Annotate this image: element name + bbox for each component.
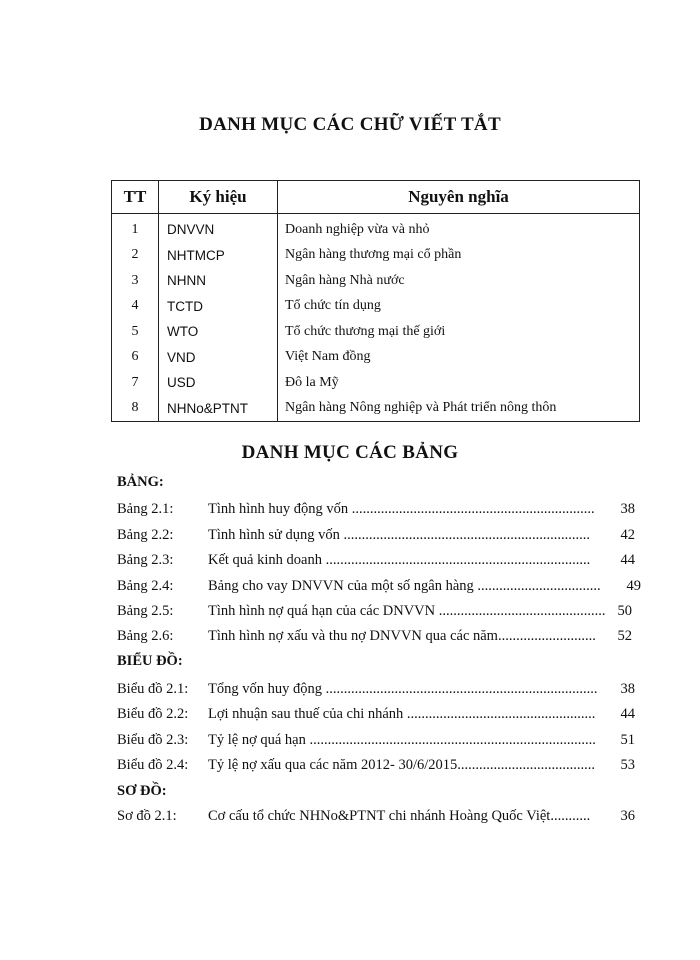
row-meaning: Ngân hàng thương mại cổ phần — [278, 243, 640, 269]
toc-entry-text: Tình hình huy động vốn ................................................................... — [208, 501, 595, 517]
toc-entry-page: 52 — [617, 628, 632, 644]
row-tt: 1 — [112, 214, 159, 243]
row-tt: 8 — [112, 396, 159, 422]
toc-entry-page: 50 — [617, 603, 632, 619]
toc-entry[interactable] — [117, 757, 637, 779]
row-tt: 7 — [112, 370, 159, 396]
toc-entry-label: Bảng 2.3: — [117, 552, 174, 568]
toc-entry[interactable] — [117, 628, 637, 650]
toc-entry[interactable] — [117, 501, 637, 523]
toc-entry-label: Bảng 2.2: — [117, 527, 174, 543]
table-row — [112, 396, 640, 422]
toc-entry[interactable] — [117, 578, 641, 600]
toc-entry-text: Tình hình nợ xấu và thu nợ DNVVN qua các năm........................... — [208, 628, 596, 644]
toc-entry-page: 38 — [620, 681, 635, 697]
row-code: WTO — [159, 319, 278, 345]
toc-entry[interactable] — [117, 603, 637, 625]
toc-entry[interactable] — [117, 808, 637, 830]
row-meaning: Doanh nghiệp vừa và nhỏ — [278, 214, 640, 243]
toc-entry-page: 51 — [620, 732, 635, 748]
group-label-tables: BẢNG: — [117, 474, 164, 490]
table-row — [112, 268, 640, 294]
toc-entry-label: Bảng 2.1: — [117, 501, 174, 517]
row-tt: 2 — [112, 243, 159, 269]
toc-entry-text: Tổng vốn huy động ........................................................................... — [208, 681, 598, 697]
toc-entry-label: Biểu đồ 2.4: — [117, 757, 189, 773]
toc-entry-page: 44 — [620, 706, 635, 722]
toc-entry-label: Biểu đồ 2.3: — [117, 732, 189, 748]
table-header-row — [112, 181, 640, 214]
toc-entry-text: Bảng cho vay DNVVN của một số ngân hàng .................................. — [208, 578, 601, 594]
table-row — [112, 370, 640, 396]
toc-entry[interactable] — [117, 552, 637, 574]
header-code: Ký hiệu — [159, 181, 278, 214]
header-tt: TT — [112, 181, 159, 214]
row-code: USD — [159, 370, 278, 396]
row-code: NHTMCP — [159, 243, 278, 269]
toc-entry-label: Bảng 2.5: — [117, 603, 174, 619]
toc-entry-text: Lợi nhuận sau thuế của chi nhánh .................................................... — [208, 706, 596, 722]
row-tt: 4 — [112, 294, 159, 320]
row-code: DNVVN — [159, 214, 278, 243]
toc-entry-label: Biểu đồ 2.1: — [117, 681, 189, 697]
toc-entry-label: Bảng 2.4: — [117, 578, 174, 594]
toc-entry-text: Tỷ lệ nợ xấu qua các năm 2012- 30/6/2015...................................... — [208, 757, 596, 773]
toc-entry-text: Tình hình nợ quá hạn của các DNVVN .............................................. — [208, 603, 606, 619]
row-meaning: Tổ chức tín dụng — [278, 294, 640, 320]
table-row — [112, 345, 640, 371]
abbreviations-title: DANH MỤC CÁC CHỮ VIẾT TẮT — [199, 114, 501, 135]
table-row — [112, 214, 640, 243]
toc-entry[interactable] — [117, 527, 637, 549]
tables-list-title: DANH MỤC CÁC BẢNG — [241, 442, 459, 463]
toc-entry-text: Cơ cấu tổ chức NHNo&PTNT chi nhánh Hoàng Quốc Việt........... — [208, 808, 591, 824]
row-meaning: Đô la Mỹ — [278, 370, 640, 396]
row-meaning: Ngân hàng Nông nghiệp và Phát triển nông thôn — [278, 396, 640, 422]
row-code: VND — [159, 345, 278, 371]
table-row — [112, 243, 640, 269]
toc-entry-label: Biểu đồ 2.2: — [117, 706, 189, 722]
toc-entry-page: 49 — [626, 578, 641, 594]
table-row — [112, 294, 640, 320]
toc-entry-page: 38 — [620, 501, 635, 517]
toc-entry-text: Tình hình sử dụng vốn .................................................................... — [208, 527, 591, 543]
row-code: NHNo&PTNT — [159, 396, 278, 422]
row-meaning: Việt Nam đồng — [278, 345, 640, 371]
toc-entry-page: 53 — [620, 757, 635, 773]
toc-entry-page: 42 — [620, 527, 635, 543]
row-tt: 3 — [112, 268, 159, 294]
toc-entry[interactable] — [117, 732, 637, 754]
toc-entry[interactable] — [117, 706, 637, 728]
abbreviations-table — [111, 180, 640, 422]
row-meaning: Tổ chức thương mại thế giới — [278, 319, 640, 345]
row-code: TCTD — [159, 294, 278, 320]
table-row — [112, 319, 640, 345]
group-label-diagrams: SƠ ĐỒ: — [117, 783, 167, 799]
row-code: NHNN — [159, 268, 278, 294]
toc-entry-text: Tỷ lệ nợ quá hạn ............................................................................... — [208, 732, 596, 748]
toc-entry[interactable] — [117, 681, 637, 703]
toc-entry-text: Kết quả kinh doanh ......................................................................... — [208, 552, 591, 568]
header-meaning: Nguyên nghĩa — [278, 181, 640, 214]
row-tt: 5 — [112, 319, 159, 345]
toc-entry-page: 36 — [620, 808, 635, 824]
row-tt: 6 — [112, 345, 159, 371]
toc-entry-label: Sơ đồ 2.1: — [117, 808, 177, 824]
toc-entry-label: Bảng 2.6: — [117, 628, 174, 644]
group-label-charts: BIỂU ĐỒ: — [117, 653, 183, 669]
row-meaning: Ngân hàng Nhà nước — [278, 268, 640, 294]
toc-entry-page: 44 — [620, 552, 635, 568]
